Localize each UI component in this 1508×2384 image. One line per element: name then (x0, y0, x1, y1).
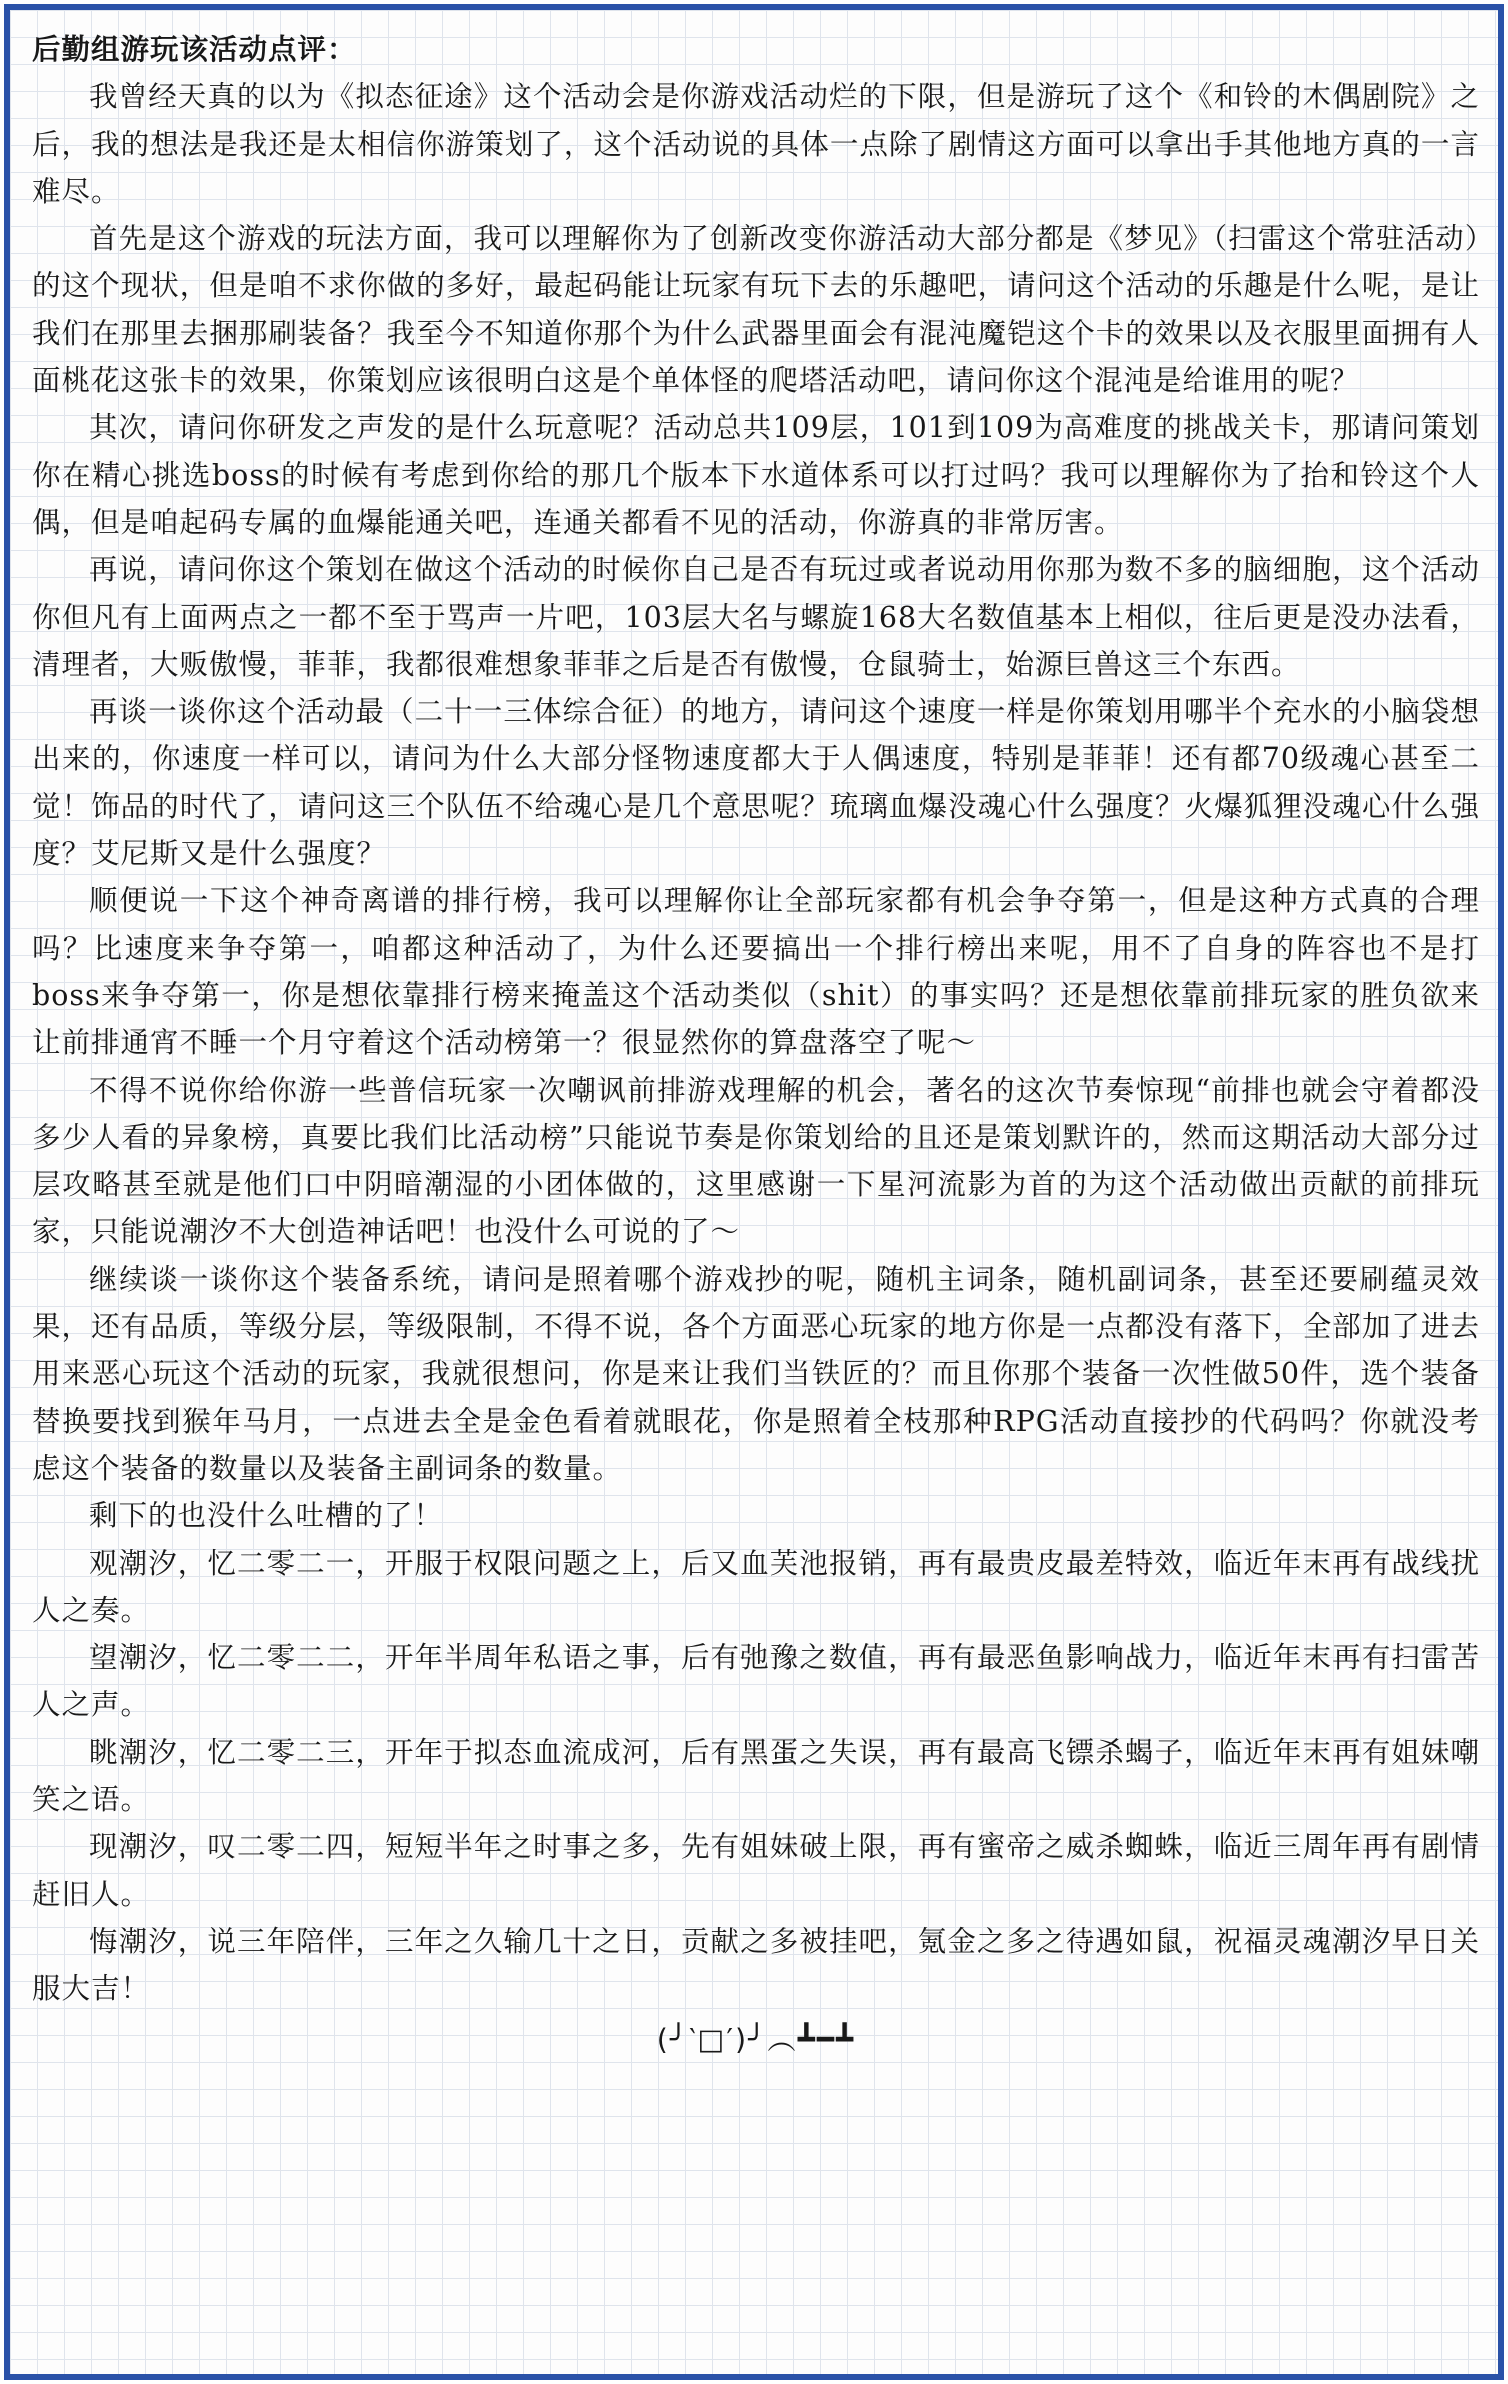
review-heading: 后勤组游玩该活动点评： (32, 32, 357, 66)
paragraph-gameplay: 首先是这个游戏的玩法方面，我可以理解你为了创新改变你游活动大部分都是《梦见》（扫雷这个常驻活动）的这个现状，但是咱不求你做的多好，最起码能让玩家有玩下去的乐趣吧，请问这个活动的乐趣是什么呢，是让我们在那里去捆那刷装备？我至今不知道你那个为什么武器里面会有混沌魔铠这个卡的效果以及衣服里面拥有人面桃花这张卡的效果，你策划应该很明白这是个单体怪的爬塔活动吧，请问你这个混沌是给谁用的呢？ (32, 222, 1480, 398)
paragraph-difficulty: 其次，请问你研发之声发的是什么玩意呢？活动总共109层，101到109为高难度的挑战关卡，那请问策划你在精心挑选boss的时候有考虑到你给的那几个版本下水道体系可以打过吗？我可以理解你为了抬和铃这个人偶，但是咱起码专属的血爆能通关吧，连通关都看不见的活动，你游真的非常厉害。 (32, 411, 1480, 539)
paragraph-community: 不得不说你给你游一些普信玩家一次嘲讽前排游戏理解的机会，著名的这次节奏惊现“前排也就会守着都没多少人看的异象榜，真要比我们比活动榜”只能说节奏是你策划给的且还是策划默许的，然而这期活动大部分过层攻略甚至就是他们口中阴暗潮湿的小团体做的，这里感谢一下星河流影为首的为这个活动做出贡献的前排玩家，只能说潮汐不大创造神话吧！也没什么可说的了～ (32, 1073, 1480, 1249)
paragraph-speed: 再谈一谈你这个活动最（二十一三体综合征）的地方，请问这个速度一样是你策划用哪半个充水的小脑袋想出来的，你速度一样可以，请问为什么大部分怪物速度都大于人偶速度，特别是菲菲！还有都70级魂心甚至二觉！饰品的时代了，请问这三个队伍不给魂心是几个意思呢？琉璃血爆没魂心什么强度？火爆狐狸没魂心什么强度？艾尼斯又是什么强度？ (32, 695, 1480, 871)
paragraph-verse-2024: 现潮汐，叹二零二四，短短半年之时事之多，先有姐妹破上限，再有蜜帝之威杀蜘蛛，临近三周年再有剧情赶旧人。 (32, 1830, 1480, 1911)
paragraph-intro: 我曾经天真的以为《拟态征途》这个活动会是你游戏活动烂的下限，但是游玩了这个《和铃的木偶剧院》之后，我的想法是我还是太相信你游策划了，这个活动说的具体一点除了剧情这方面可以拿出手其他地方真的一言难尽。 (32, 80, 1480, 208)
paragraph-equipment: 继续谈一谈你这个装备系统，请问是照着哪个游戏抄的呢，随机主词条，随机副词条，甚至还要刷蕴灵效果，还有品质，等级分层，等级限制，不得不说，各个方面恶心玩家的地方你是一点都没有落下，全部加了进去用来恶心玩这个活动的玩家，我就很想问，你是来让我们当铁匠的？而且你那个装备一次性做50件，选个装备替换要找到猴年马月，一点进去全是金色看着就眼花，你是照着全枝那种RPG活动直接抄的代码吗？你就没考虑这个装备的数量以及装备主副词条的数量。 (32, 1262, 1480, 1485)
table-flip-kaomoji: (╯‵□′)╯︵┻━┻ (656, 2023, 856, 2057)
paragraph-verse-farewell: 悔潮汐，说三年陪伴，三年之久输几十之日，贡献之多被挂吧，氪金之多之待遇如鼠，祝福灵魂潮汐早日关服大吉！ (32, 1924, 1480, 2006)
paragraph-leaderboard: 顺便说一下这个神奇离谱的排行榜，我可以理解你让全部玩家都有机会争夺第一，但是这种方式真的合理吗？比速度来争夺第一，咱都这种活动了，为什么还要搞出一个排行榜出来呢，用不了自身的阵容也不是打boss来争夺第一，你是想依靠排行榜来掩盖这个活动类似（shit）的事实吗？还是想依靠前排玩家的胜负欲来让前排通宵不睡一个月守着这个活动榜第一？很显然你的算盘落空了呢～ (32, 884, 1480, 1060)
paragraph-verse-2021: 观潮汐，忆二零二一，开服于权限问题之上，后又血芙池报销，再有最贵皮最差特效，临近年末再有战线扰人之奏。 (32, 1546, 1480, 1627)
paragraph-verse-2022: 望潮汐，忆二零二二，开年半周年私语之事，后有弛豫之数值，再有最恶鱼影响战力，临近年末再有扫雷苦人之声。 (32, 1641, 1480, 1722)
review-content (32, 26, 1480, 2064)
paragraph-verse-2023: 眺潮汐，忆二零二三，开年于拟态血流成河，后有黑蛋之失误，再有最高飞镖杀蝎子，临近年末再有姐妹嘲笑之语。 (32, 1735, 1480, 1816)
paragraph-remaining: 剩下的也没什么吐槽的了！ (89, 1499, 444, 1533)
paragraph-testing: 再说，请问你这个策划在做这个活动的时候你自己是否有玩过或者说动用你那为数不多的脑细胞，这个活动你但凡有上面两点之一都不至于骂声一片吧，103层大名与螺旋168大名数值基本上相似，往后更是没办法看，清理者，大贩傲慢，菲菲，我都很难想象菲菲之后是否有傲慢，仓鼠骑士，始源巨兽这三个东西。 (32, 553, 1480, 681)
notebook-page (4, 4, 1504, 2380)
